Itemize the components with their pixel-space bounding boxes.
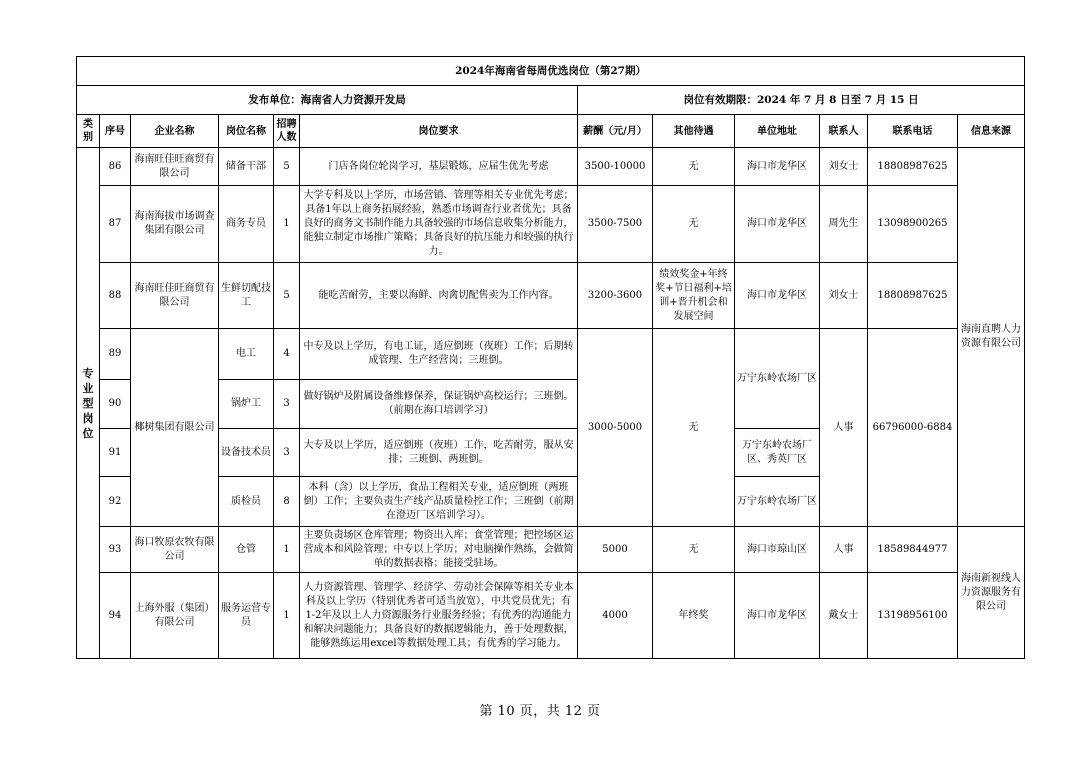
- source-cell: 海南新视线人力资源服务有限公司: [958, 527, 1025, 659]
- job-table: [76, 56, 1025, 659]
- row-position: 设备技术员: [219, 429, 274, 477]
- row-company: 海南海拔市场调查集团有限公司: [131, 186, 219, 263]
- row-address: 海口市琼山区: [735, 527, 820, 573]
- header-phone: 联系电话: [868, 115, 958, 148]
- row-no: 88: [100, 263, 131, 329]
- row-benefits: 年终奖: [653, 573, 735, 659]
- category-cell: 专业型岗位: [77, 148, 100, 659]
- row-company: 上海外服（集团）有限公司: [131, 573, 219, 659]
- row-count: 1: [274, 573, 300, 659]
- table-row: [77, 263, 1025, 329]
- row-count: 3: [274, 429, 300, 477]
- publisher: 发布单位：海南省人力资源开发局: [77, 86, 578, 115]
- row-address: 万宁东岭农场厂区: [735, 329, 820, 429]
- row-contact: 人事: [820, 329, 868, 527]
- row-no: 91: [100, 429, 131, 477]
- row-phone: 13198956100: [868, 573, 958, 659]
- header-category: 类别: [77, 115, 100, 148]
- row-phone: 66796000-6884: [868, 329, 958, 527]
- row-salary: 3200-3600: [578, 263, 653, 329]
- table-row: [77, 573, 1025, 659]
- row-count: 3: [274, 380, 300, 429]
- row-address: 海口市龙华区: [735, 263, 820, 329]
- row-address: 海口市龙华区: [735, 186, 820, 263]
- validity-period: 岗位有效期限：2024 年 7 月 8 日至 7 月 15 日: [578, 86, 1025, 115]
- row-salary: 3500-7500: [578, 186, 653, 263]
- table-row: [77, 148, 1025, 186]
- row-company: 海南旺佳旺商贸有限公司: [131, 148, 219, 186]
- row-company: 椰树集团有限公司: [131, 329, 219, 527]
- header-row: [77, 115, 1025, 148]
- row-address: 万宁东岭农场厂区: [735, 477, 820, 527]
- row-count: 5: [274, 263, 300, 329]
- row-no: 86: [100, 148, 131, 186]
- header-contact: 联系人: [820, 115, 868, 148]
- row-count: 8: [274, 477, 300, 527]
- row-address: 海口市龙华区: [735, 573, 820, 659]
- row-company: 海口牧原农牧有限公司: [131, 527, 219, 573]
- row-company: 海南旺佳旺商贸有限公司: [131, 263, 219, 329]
- row-requirements: 门店各岗位轮岗学习，基层锻炼，应届生优先考虑: [300, 148, 578, 186]
- row-benefits: 无: [653, 329, 735, 527]
- row-count: 1: [274, 186, 300, 263]
- table-row: [77, 527, 1025, 573]
- row-no: 87: [100, 186, 131, 263]
- row-no: 89: [100, 329, 131, 380]
- row-position: 锅炉工: [219, 380, 274, 429]
- row-count: 5: [274, 148, 300, 186]
- job-table-container: [76, 56, 1024, 659]
- row-requirements: 本科（含）以上学历，食品工程相关专业，适应倒班（两班倒）工作；主要负责生产线产品质量检控工作；三班倒（前期在澄迈厂区培训学习）。: [300, 477, 578, 527]
- row-no: 94: [100, 573, 131, 659]
- row-count: 1: [274, 527, 300, 573]
- row-requirements: 大专及以上学历，适应倒班（夜班）工作，吃苦耐劳，服从安排；三班倒、两班倒。: [300, 429, 578, 477]
- row-phone: 18808987625: [868, 263, 958, 329]
- header-company: 企业名称: [131, 115, 219, 148]
- row-salary: 3000-5000: [578, 329, 653, 527]
- row-contact: 刘女士: [820, 148, 868, 186]
- row-no: 90: [100, 380, 131, 429]
- row-contact: 戴女士: [820, 573, 868, 659]
- row-requirements: 中专及以上学历，有电工证，适应倒班（夜班）工作；后期转成管理、生产经营岗；三班倒。: [300, 329, 578, 380]
- row-salary: 4000: [578, 573, 653, 659]
- row-address: 海口市龙华区: [735, 148, 820, 186]
- row-salary: 3500-10000: [578, 148, 653, 186]
- row-position: 仓管: [219, 527, 274, 573]
- row-no: 93: [100, 527, 131, 573]
- row-requirements: 主要负责场区仓库管理；物资出入库；食堂管理；把控场区运营成本和风险管理；中专以上学历；对电脑操作熟练，会做简单的数据表格；能接受驻场。: [300, 527, 578, 573]
- row-position: 储备干部: [219, 148, 274, 186]
- header-source: 信息来源: [958, 115, 1025, 148]
- header-benefits: 其他待遇: [653, 115, 735, 148]
- header-requirements: 岗位要求: [300, 115, 578, 148]
- row-phone: 18808987625: [868, 148, 958, 186]
- header-salary: 薪酬（元/月）: [578, 115, 653, 148]
- row-position: 质检员: [219, 477, 274, 527]
- page-footer: 第 10 页，共 12 页: [479, 704, 601, 719]
- row-benefits: 无: [653, 148, 735, 186]
- row-no: 92: [100, 477, 131, 527]
- row-phone: 18589844977: [868, 527, 958, 573]
- row-contact: 人事: [820, 527, 868, 573]
- row-benefits: 无: [653, 527, 735, 573]
- row-requirements: 能吃苦耐劳，主要以海鲜、肉禽切配售卖为工作内容。: [300, 263, 578, 329]
- row-salary: 5000: [578, 527, 653, 573]
- row-requirements: 做好锅炉及附属设备维修保养，保证锅炉高校运行；三班倒。（前期在海口培训学习）: [300, 380, 578, 429]
- row-position: 生鲜切配技工: [219, 263, 274, 329]
- table-row: [77, 329, 1025, 380]
- row-contact: 刘女士: [820, 263, 868, 329]
- header-no: 序号: [100, 115, 131, 148]
- row-contact: 周先生: [820, 186, 868, 263]
- row-address: 万宁东岭农场厂区、秀英厂区: [735, 429, 820, 477]
- row-benefits: 无: [653, 186, 735, 263]
- row-position: 电工: [219, 329, 274, 380]
- source-cell: 海南直聘人力资源有限公司: [958, 148, 1025, 527]
- table-title: 2024年海南省每周优选岗位（第27期）: [77, 57, 1025, 86]
- header-count: 招聘人数: [274, 115, 300, 148]
- row-position: 服务运营专员: [219, 573, 274, 659]
- table-row: [77, 186, 1025, 263]
- row-requirements: 人力资源管理、管理学、经济学、劳动社会保障等相关专业本科及以上学历（特别优秀者可适当放宽），中共党员优先；有1-2年及以上人力资源服务行业服务经验；有优秀的沟通能力和解决问题能力；具备良好的数据逻辑能力，善于处理数据，能够熟练运用excel等数据处理工具；有优秀的学习能力。: [300, 573, 578, 659]
- row-benefits: 绩效奖金+年终奖+节日福利+培训+晋升机会和发展空间: [653, 263, 735, 329]
- header-address: 单位地址: [735, 115, 820, 148]
- row-requirements: 大学专科及以上学历，市场营销、管理等相关专业优先考虑；具备1年以上商务拓展经验，熟悉市场调查行业者优先；具备良好的商务文书制作能力具备较强的市场信息收集分析能力，能独立制定市场推广策略；具备良好的抗压能力和较强的执行力。: [300, 186, 578, 263]
- row-position: 商务专员: [219, 186, 274, 263]
- row-phone: 13098900265: [868, 186, 958, 263]
- header-position: 岗位名称: [219, 115, 274, 148]
- row-count: 4: [274, 329, 300, 380]
